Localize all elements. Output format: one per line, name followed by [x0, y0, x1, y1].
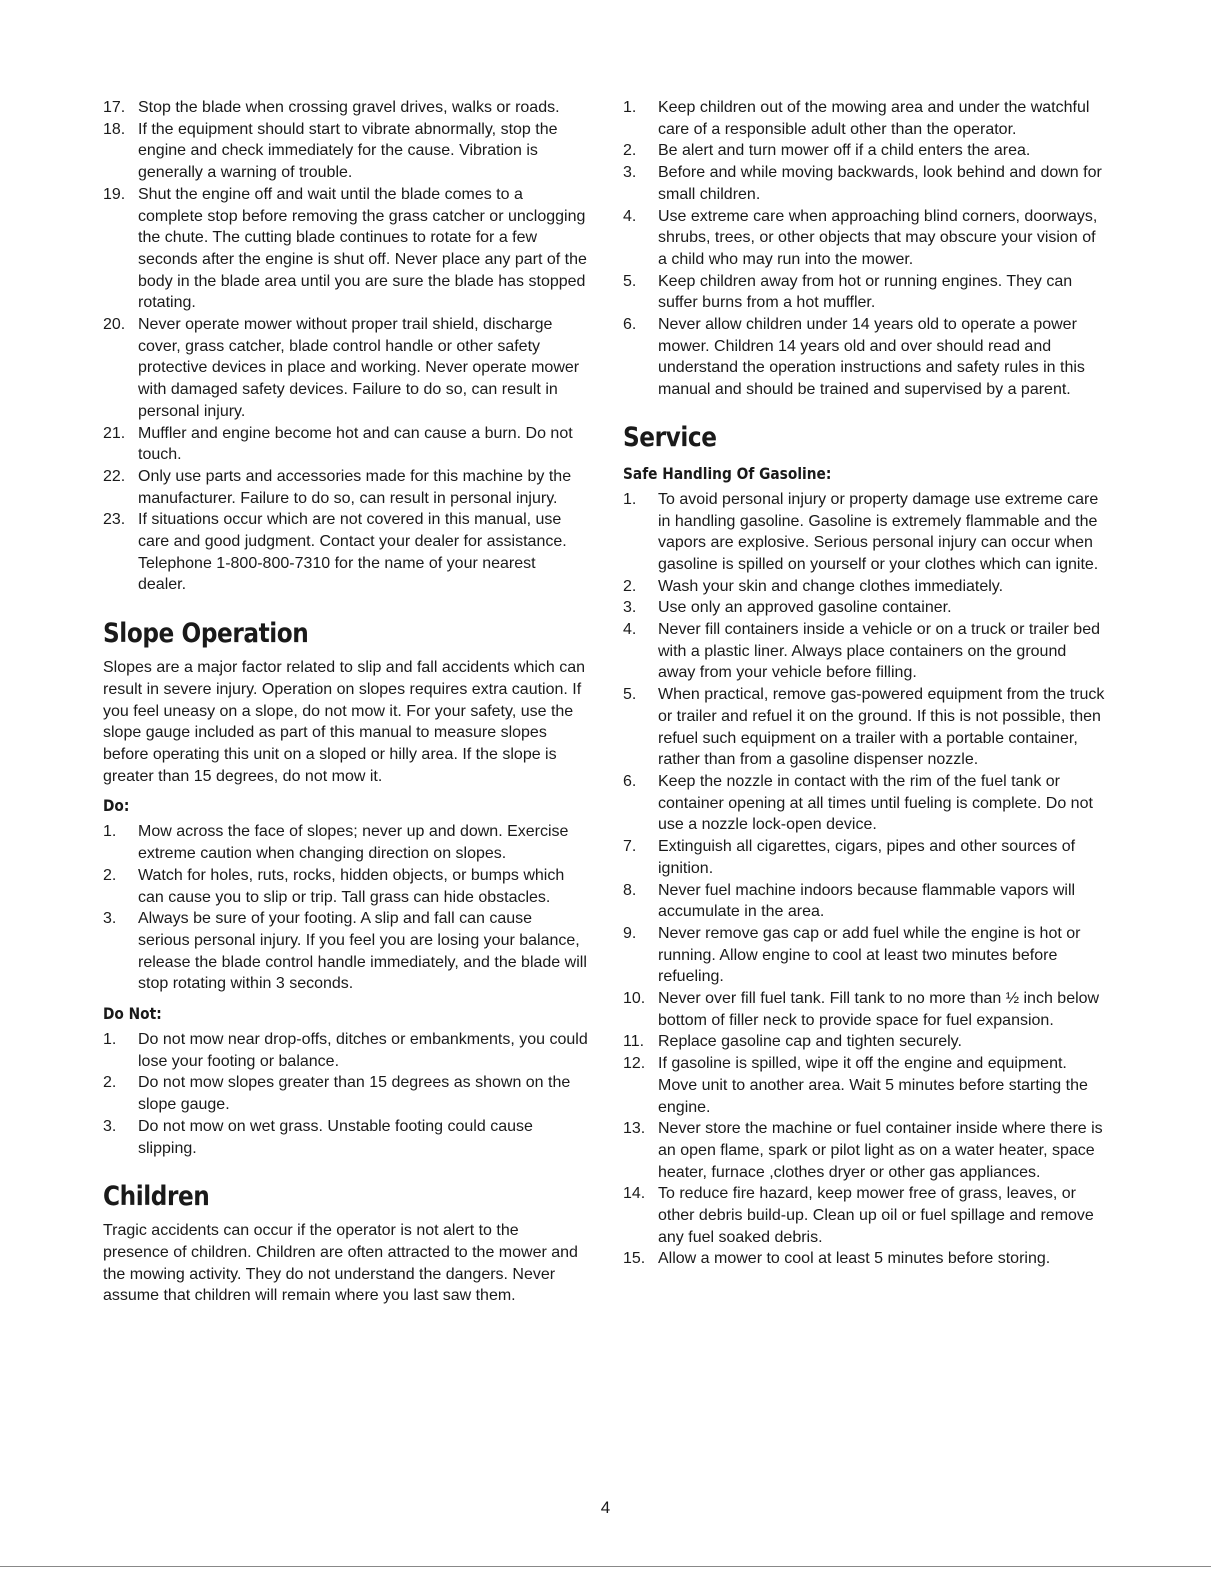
list-item-text: Extinguish all cigarettes, cigars, pipes and other sources of ignition.: [658, 838, 1076, 877]
list-item-number: 22.: [103, 467, 126, 485]
list-item-text: Use extreme care when approaching blind corners, doorways, shrubs, trees, or other objects that may obscure your vision of a child who may run into the mower.: [658, 207, 1098, 268]
list-item-text: Keep children out of the mowing area and under the watchful care of a responsible adult other than the operator.: [658, 99, 1090, 138]
list-item-text: Mow across the face of slopes; never up and down. Exercise extreme caution when changing direction on slopes.: [138, 823, 569, 863]
list-item-text: Never remove gas cap or add fuel while the engine is hot or running. Allow engine to cool at least two minutes before refueling.: [658, 924, 1081, 986]
list-item: [623, 619, 1108, 684]
list-item-text: Never store the machine or fuel container inside where there is an open flame, spark or pilot light as on a water heater, space heater, furnace ,clothes dryer or other gas appliances.: [658, 1120, 1103, 1181]
list-item-text: Never operate mower without proper trail shield, discharge cover, grass catcher, blade control handle or other safety protective devices in place and working. Never operate mower with damaged safety devices. Failure to do so, can result in personal injury.: [138, 316, 580, 420]
safety-rules-list: [103, 97, 588, 596]
list-item-number: 23.: [103, 511, 126, 529]
safe-handling-gasoline-heading: Safe Handling Of Gasoline:: [623, 463, 832, 483]
list-item-text: Do not mow slopes greater than 15 degrees as shown on the slope gauge.: [138, 1074, 571, 1114]
list-item-text: Do not mow near drop-offs, ditches or embankments, you could lose your footing or balance.: [138, 1031, 588, 1070]
list-item: [623, 576, 1108, 598]
list-item-number: 18.: [103, 120, 126, 138]
list-item-text: When practical, remove gas-powered equipment from the truck or trailer and refuel it on the ground. If this is not possible, then refuel such equipment on a trailer with a portable container, rather than from a gasoline dispenser nozzle.: [658, 686, 1105, 769]
list-item-number: 6.: [623, 316, 637, 334]
list-item-text: Keep the nozzle in contact with the rim of the fuel tank or container opening at all times until fueling is complete. Do not use a nozzle lock-open device.: [658, 772, 1093, 834]
list-item: [103, 423, 588, 466]
list-item: [623, 1248, 1108, 1270]
list-item: [103, 509, 588, 596]
list-item-number: 3.: [623, 599, 637, 617]
list-item: [623, 597, 1108, 619]
slope-operation-heading: Slope Operation: [103, 618, 309, 650]
list-item-text: Do not mow on wet grass. Unstable footing could cause slipping.: [138, 1117, 533, 1157]
do-heading: Do:: [103, 796, 130, 816]
list-item: [623, 684, 1108, 771]
list-item-number: 1.: [103, 823, 117, 841]
list-item-text: If gasoline is spilled, wipe it off the engine and equipment. Move unit to another area. Wait 5 minutes before starting the engine.: [658, 1055, 1088, 1116]
list-item-number: 15.: [623, 1250, 646, 1268]
page-number: 4: [600, 1498, 611, 1517]
list-item: [623, 1118, 1108, 1183]
list-item-text: Stop the blade when crossing gravel drives, walks or roads.: [138, 99, 560, 116]
list-item: [103, 1029, 588, 1072]
slope-operation-intro: Slopes are a major factor related to slip and fall accidents which can result in severe injury. Operation on slopes requires extra caution. If you feel uneasy on a slope, do not mow it. For your safety, use the slope gauge included as part of this manual to measure slopes before operating this unit on a sloped or hilly area. If the slope is greater than 15 degrees, do not mow it.: [103, 659, 586, 785]
list-item: [103, 466, 588, 509]
list-item: [623, 836, 1108, 879]
list-item-text: Shut the engine off and wait until the blade comes to a complete stop before removing the grass catcher or unclogging the chute. The cutting blade continues to rotate for a few seconds after the engine is shut off. Never place any part of the body in the blade area until you are sure the blade has stopped rotating.: [138, 185, 587, 312]
list-item: [623, 489, 1108, 576]
service-heading: Service: [623, 421, 717, 453]
list-item-number: 1.: [623, 490, 637, 508]
list-item-number: 1.: [623, 99, 637, 116]
list-item-text: Always be sure of your footing. A slip and fall can cause serious personal injury. If you feel you are losing your balance, release the blade control handle immediately, and the blade will stop rotating within 3 seconds.: [138, 910, 587, 993]
list-item-number: 20.: [103, 316, 126, 334]
list-item-text: Only use parts and accessories made for this machine by the manufacturer. Failure to do so, can result in personal injury.: [138, 467, 572, 507]
list-item: [103, 119, 588, 184]
list-item-text: Watch for holes, ruts, rocks, hidden objects, or bumps which can cause you to slip or trip. Tall grass can hide obstacles.: [138, 866, 565, 906]
list-item-number: 3.: [103, 1117, 117, 1135]
list-item: [623, 880, 1108, 923]
list-item-text: Be alert and turn mower off if a child enters the area.: [658, 142, 1031, 160]
list-item-number: 1.: [103, 1031, 117, 1049]
list-item-text: Allow a mower to cool at least 5 minutes before storing.: [658, 1250, 1051, 1268]
list-item-number: 3.: [103, 910, 117, 928]
list-item-text: Never over fill fuel tank. Fill tank to no more than ½ inch below bottom of filler neck to provide space for fuel expansion.: [658, 990, 1100, 1029]
list-item: [623, 1183, 1108, 1248]
list-item: [103, 184, 588, 314]
list-item: [103, 97, 588, 119]
list-item-text: To avoid personal injury or property damage use extreme care in handling gasoline. Gasoline is extremely flammable and the vapors are explosive. Serious personal injury can occur when gasoline is spilled on yourself or your clothes which can ignite.: [658, 490, 1099, 573]
children-heading: Children: [103, 1181, 210, 1213]
list-item-number: 2.: [103, 1074, 117, 1092]
list-item-text: To reduce fire hazard, keep mower free of grass, leaves, or other debris build-up. Clean up oil or fuel spillage and remove any fuel soaked debris.: [658, 1185, 1094, 1246]
list-item: [623, 923, 1108, 988]
right-column: [623, 97, 1108, 1270]
list-item: [103, 1072, 588, 1115]
list-item: [623, 314, 1108, 401]
list-item-number: 5.: [623, 686, 637, 704]
list-item-number: 10.: [623, 990, 646, 1008]
list-item-text: Never fuel machine indoors because flammable vapors will accumulate in the area.: [658, 881, 1076, 921]
list-item-text: If the equipment should start to vibrate abnormally, stop the engine and check immediately for the cause. Vibration is generally a warning of trouble.: [138, 120, 558, 182]
list-item: [623, 1053, 1108, 1118]
left-column: [103, 97, 588, 1307]
children-rules-list: [623, 97, 1108, 401]
do-not-list: [103, 1029, 588, 1159]
list-item-number: 21.: [103, 424, 126, 442]
do-list: [103, 821, 588, 995]
list-item-number: 6.: [623, 772, 637, 790]
list-item-text: Keep children away from hot or running engines. They can suffer burns from a hot muffler.: [658, 272, 1073, 312]
list-item-text: Muffler and engine become hot and can cause a burn. Do not touch.: [138, 424, 573, 464]
list-item-number: 11.: [623, 1033, 645, 1051]
list-item-number: 4.: [623, 207, 637, 225]
list-item-number: 7.: [623, 838, 637, 856]
list-item-number: 3.: [623, 164, 637, 182]
list-item: [103, 865, 588, 908]
list-item: [623, 162, 1108, 205]
list-item-text: Never fill containers inside a vehicle or on a truck or trailer bed with a plastic liner. Always place containers on the ground away from your vehicle before filling.: [658, 621, 1100, 682]
list-item-number: 5.: [623, 272, 637, 290]
list-item-number: 17.: [103, 99, 126, 116]
list-item: [623, 1031, 1108, 1053]
list-item-text: Never allow children under 14 years old to operate a power mower. Children 14 years old and over should read and understand the operation instructions and safety rules in this manual and should be trained and supervised by a parent.: [658, 316, 1085, 399]
list-item: [623, 206, 1108, 271]
list-item: [103, 821, 588, 864]
list-item: [623, 271, 1108, 314]
list-item-number: 9.: [623, 924, 637, 942]
list-item-number: 8.: [623, 881, 637, 899]
children-intro: Tragic accidents can occur if the operator is not alert to the presence of children. Children are often attracted to the mower and the mowing activity. They do not understand the dangers. Never assume that children will remain where you last saw them.: [103, 1222, 578, 1305]
list-item-number: 14.: [623, 1185, 646, 1203]
list-item-number: 19.: [103, 185, 126, 203]
list-item-text: Replace gasoline cap and tighten securely.: [658, 1033, 962, 1051]
list-item: [103, 908, 588, 995]
list-item: [623, 771, 1108, 836]
list-item-text: Use only an approved gasoline container.: [658, 599, 952, 617]
list-item-number: 12.: [623, 1055, 646, 1073]
list-item: [623, 97, 1108, 140]
list-item-number: 2.: [103, 866, 117, 884]
list-item-text: Before and while moving backwards, look behind and down for small children.: [658, 164, 1102, 203]
list-item-number: 2.: [623, 577, 637, 595]
list-item: [623, 140, 1108, 162]
gasoline-rules-list: [623, 489, 1108, 1270]
list-item: [103, 314, 588, 423]
list-item-number: 4.: [623, 621, 637, 639]
list-item: [103, 1116, 588, 1159]
list-item: [623, 988, 1108, 1031]
do-not-heading: Do Not:: [103, 1004, 162, 1024]
list-item-text: Wash your skin and change clothes immediately.: [658, 577, 1004, 595]
list-item-number: 13.: [623, 1120, 646, 1138]
list-item-text: If situations occur which are not covered in this manual, use care and good judgment. Contact your dealer for assistance. Telephone 1-800-800-7310 for the name of your nearest dealer.: [138, 511, 567, 594]
list-item-number: 2.: [623, 142, 637, 160]
bottom-edge-rule: [0, 1566, 1211, 1567]
